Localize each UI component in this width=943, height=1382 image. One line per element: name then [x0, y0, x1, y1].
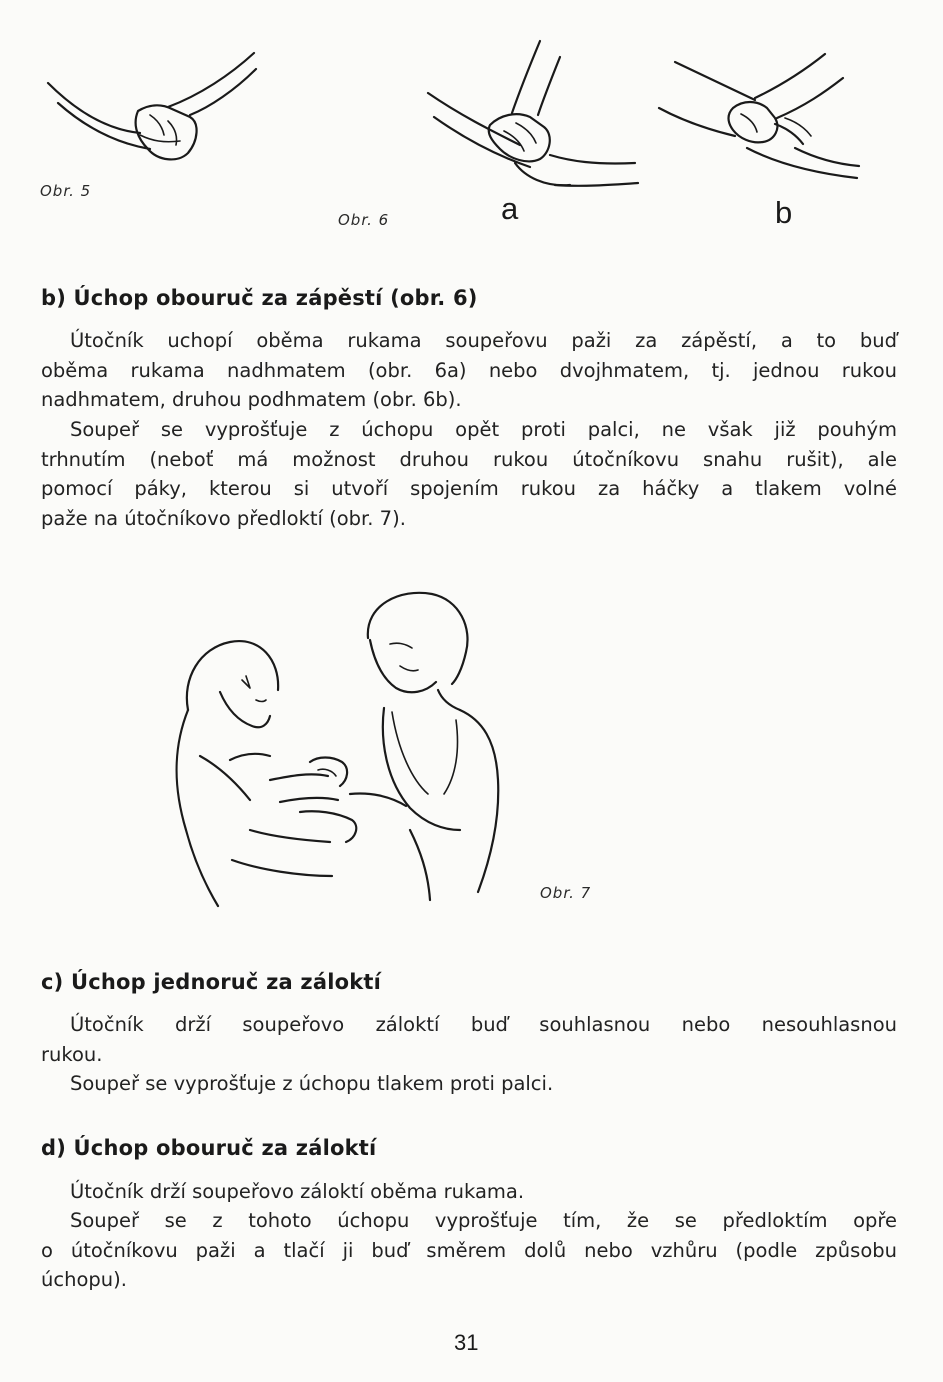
- section-b-paragraph-2: [41, 415, 897, 533]
- figure-5-illustration: [40, 45, 260, 175]
- text-line: pomocí páky, kterou si utvoří spojením rukou za háčky a tlakem volné: [41, 477, 897, 501]
- text-line: paže na útočníkovo předloktí (obr. 7).: [41, 506, 406, 530]
- text-line: nadhmatem, druhou podhmatem (obr. 6b).: [41, 388, 462, 412]
- text-line: o útočníkovu paži a tlačí ji buď směrem dolů nebo vzhůru (podle způsobu: [41, 1238, 897, 1262]
- text-line: oběma rukama nadhmatem (obr. 6a) nebo dvojhmatem, tj. jednou rukou: [41, 358, 897, 382]
- text-line: Útočník drží soupeřovo záloktí oběma rukama.: [70, 1180, 525, 1203]
- text-line: Soupeř se vyprošťuje z úchopu opět proti palci, ne však již pouhým: [70, 418, 897, 441]
- figure-6b-label: b: [775, 195, 793, 230]
- figure-6-caption: Obr. 6: [338, 211, 390, 229]
- section-c-paragraph-2: [41, 1069, 897, 1099]
- section-d-heading: d) Úchop obouruč za záloktí: [41, 1136, 377, 1160]
- text-line: rukou.: [41, 1042, 103, 1066]
- text-line: Útočník drží soupeřovo záloktí buď souhlasnou nebo nesouhlasnou: [70, 1013, 897, 1036]
- text-line: Soupeř se z tohoto úchopu vyprošťuje tím, že se předloktím opře: [70, 1209, 897, 1232]
- section-d-paragraph-1: [41, 1177, 897, 1207]
- figure-7-caption: Obr. 7: [540, 884, 592, 902]
- figure-6b-illustration: [655, 48, 865, 188]
- section-b-heading: b) Úchop obouruč za zápěstí (obr. 6): [41, 286, 478, 310]
- text-line: Útočník uchopí oběma rukama soupeřovu paži za zápěstí, a to buď: [70, 329, 897, 352]
- section-b-paragraph-1: [41, 326, 897, 415]
- text-line: úchopu).: [41, 1268, 127, 1292]
- text-line: Soupeř se vyprošťuje z úchopu tlakem proti palci.: [70, 1072, 554, 1095]
- figure-5-caption: Obr. 5: [40, 182, 92, 200]
- section-d-paragraph-2: [41, 1206, 897, 1295]
- figure-7-illustration: [160, 580, 520, 910]
- page-number: 31: [454, 1330, 479, 1355]
- figure-6a-label: a: [501, 191, 519, 226]
- section-c-paragraph-1: [41, 1010, 897, 1069]
- figure-6a-illustration: [420, 35, 650, 200]
- text-line: trhnutím (neboť má možnost druhou rukou útočníkovu snahu rušit), ale: [41, 447, 897, 471]
- section-c-heading: c) Úchop jednoruč za záloktí: [41, 970, 382, 994]
